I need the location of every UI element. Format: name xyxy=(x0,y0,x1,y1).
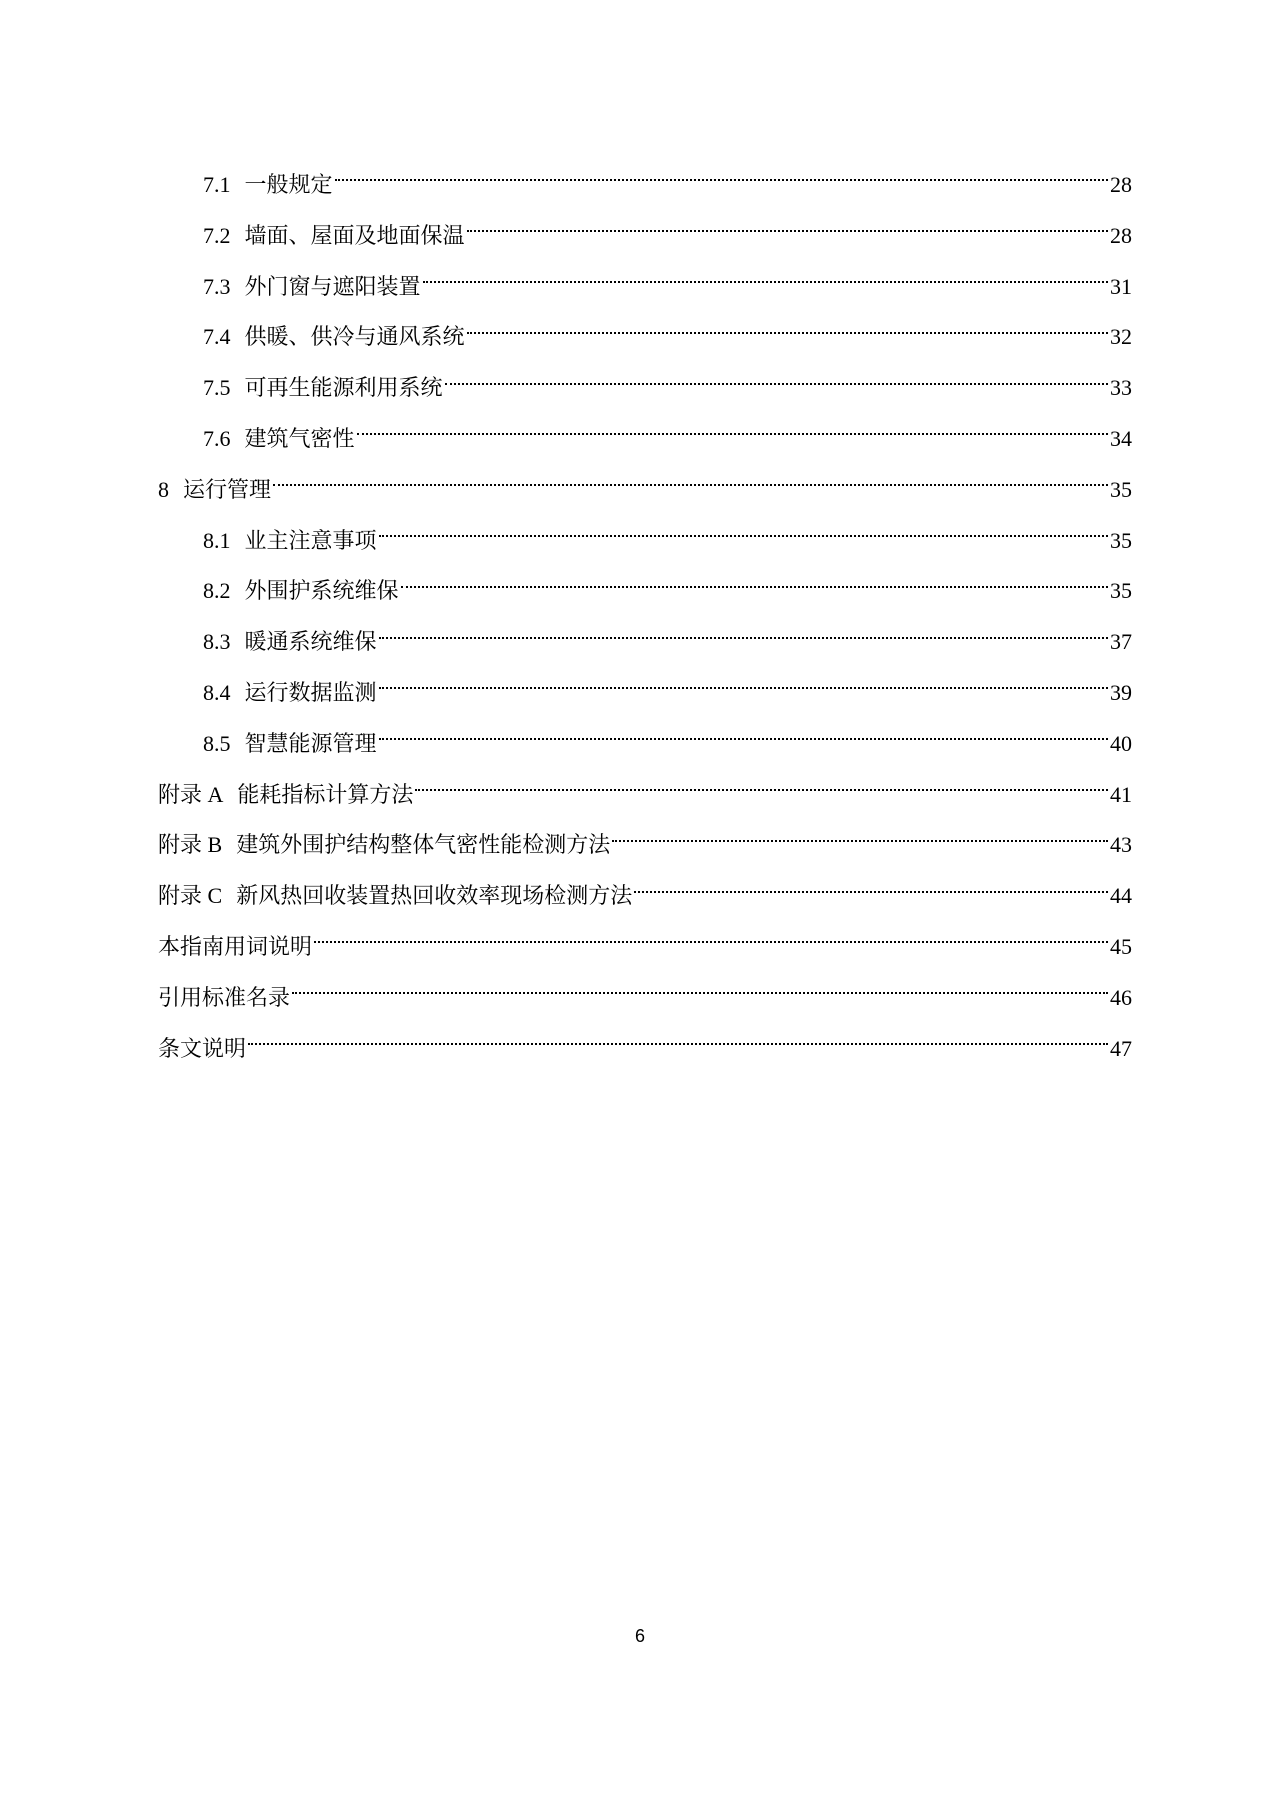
dot-leader xyxy=(467,330,1108,334)
toc-entry-number: 8.1 xyxy=(203,527,231,553)
dot-leader xyxy=(292,990,1108,994)
toc-entry-7-1[interactable] xyxy=(158,160,1132,211)
toc-entry-title: 本指南用词说明 xyxy=(158,934,313,960)
toc-entry-title: 供暖、供冷与通风系统 xyxy=(244,325,465,351)
toc-entry-number: 7.4 xyxy=(203,324,231,350)
toc-entry-number: 8 xyxy=(158,476,169,502)
toc-entry-number: 7.3 xyxy=(203,273,231,299)
toc-entry-number: 附录 A xyxy=(158,781,224,807)
dot-leader xyxy=(415,787,1108,791)
toc-entry-page: 47 xyxy=(1110,1035,1132,1061)
toc-entry-title: 可再生能源利用系统 xyxy=(244,376,443,402)
toc-entry-7-5[interactable] xyxy=(158,363,1132,414)
page-number: 6 xyxy=(634,1626,645,1646)
toc-entry-number: 7.5 xyxy=(203,375,231,401)
toc-entry-page: 46 xyxy=(1110,984,1132,1010)
toc-entry-appendix-c[interactable] xyxy=(158,871,1132,922)
dot-leader xyxy=(401,584,1108,588)
dot-leader xyxy=(379,635,1108,639)
toc-entry-title: 引用标准名录 xyxy=(158,985,291,1011)
dot-leader xyxy=(357,431,1108,435)
toc-entry-page: 44 xyxy=(1110,883,1132,909)
table-of-contents xyxy=(158,160,1132,1074)
toc-entry-page: 35 xyxy=(1110,527,1132,553)
toc-entry-page: 43 xyxy=(1110,832,1132,858)
toc-entry-title: 一般规定 xyxy=(244,173,333,198)
toc-entry-8-2[interactable] xyxy=(158,566,1132,617)
dot-leader xyxy=(423,279,1108,283)
dot-leader xyxy=(273,482,1108,486)
toc-entry-number: 7.6 xyxy=(203,425,231,451)
toc-entry-page: 40 xyxy=(1110,730,1132,756)
toc-entry-title: 外门窗与遮阳装置 xyxy=(244,274,421,300)
toc-entry-page: 34 xyxy=(1110,425,1132,451)
toc-entry-title: 墙面、屋面及地面保温 xyxy=(244,223,465,249)
toc-entry-title: 建筑外围护结构整体气密性能检测方法 xyxy=(236,833,611,859)
toc-entry-title: 运行管理 xyxy=(183,477,272,503)
toc-entry-8-5[interactable] xyxy=(158,719,1132,770)
toc-entry-7-3[interactable] xyxy=(158,262,1132,313)
dot-leader xyxy=(335,177,1108,181)
toc-entry-page: 35 xyxy=(1110,476,1132,502)
toc-entry-7-2[interactable] xyxy=(158,211,1132,262)
toc-entry-number: 附录 C xyxy=(158,883,223,909)
toc-entry-terminology[interactable] xyxy=(158,922,1132,973)
toc-entry-referenced-standards[interactable] xyxy=(158,973,1132,1024)
toc-entry-page: 39 xyxy=(1110,679,1132,705)
toc-entry-8-4[interactable] xyxy=(158,668,1132,719)
toc-entry-appendix-a[interactable] xyxy=(158,770,1132,821)
toc-entry-title: 外围护系统维保 xyxy=(244,579,399,605)
toc-entry-title: 智慧能源管理 xyxy=(244,731,377,757)
toc-entry-title: 建筑气密性 xyxy=(244,426,355,452)
toc-entry-number: 8.5 xyxy=(203,730,231,756)
dot-leader xyxy=(379,685,1108,689)
toc-entry-title: 新风热回收装置热回收效率现场检测方法 xyxy=(236,884,633,910)
dot-leader xyxy=(612,838,1108,842)
toc-entry-page: 35 xyxy=(1110,578,1132,604)
toc-entry-page: 28 xyxy=(1110,172,1132,197)
toc-entry-8[interactable] xyxy=(158,465,1132,516)
dot-leader xyxy=(248,1041,1108,1045)
toc-entry-appendix-b[interactable] xyxy=(158,820,1132,871)
toc-entry-title: 运行数据监测 xyxy=(244,680,377,706)
toc-entry-number: 8.4 xyxy=(203,679,231,705)
dot-leader xyxy=(379,533,1108,537)
toc-entry-title: 暖通系统维保 xyxy=(244,630,377,656)
toc-entry-page: 31 xyxy=(1110,273,1132,299)
toc-entry-title: 能耗指标计算方法 xyxy=(237,782,414,808)
toc-entry-title: 条文说明 xyxy=(158,1036,247,1062)
toc-entry-page: 41 xyxy=(1110,781,1132,807)
toc-entry-number: 7.2 xyxy=(203,222,231,248)
toc-entry-7-6[interactable] xyxy=(158,414,1132,465)
toc-entry-page: 32 xyxy=(1110,324,1132,350)
toc-entry-number: 8.3 xyxy=(203,629,231,655)
toc-entry-page: 28 xyxy=(1110,222,1132,248)
toc-entry-number: 附录 B xyxy=(158,832,223,858)
dot-leader xyxy=(445,381,1108,385)
dot-leader xyxy=(634,889,1108,893)
toc-entry-number: 7.1 xyxy=(203,172,231,197)
toc-entry-explanation[interactable] xyxy=(158,1024,1132,1075)
toc-entry-number: 8.2 xyxy=(203,578,231,604)
toc-entry-page: 33 xyxy=(1110,375,1132,401)
toc-entry-8-1[interactable] xyxy=(158,516,1132,567)
toc-entry-page: 45 xyxy=(1110,933,1132,959)
toc-entry-7-4[interactable] xyxy=(158,312,1132,363)
dot-leader xyxy=(314,939,1108,943)
dot-leader xyxy=(467,228,1108,232)
toc-entry-title: 业主注意事项 xyxy=(244,528,377,554)
dot-leader xyxy=(379,736,1108,740)
toc-entry-8-3[interactable] xyxy=(158,617,1132,668)
toc-entry-page: 37 xyxy=(1110,629,1132,655)
